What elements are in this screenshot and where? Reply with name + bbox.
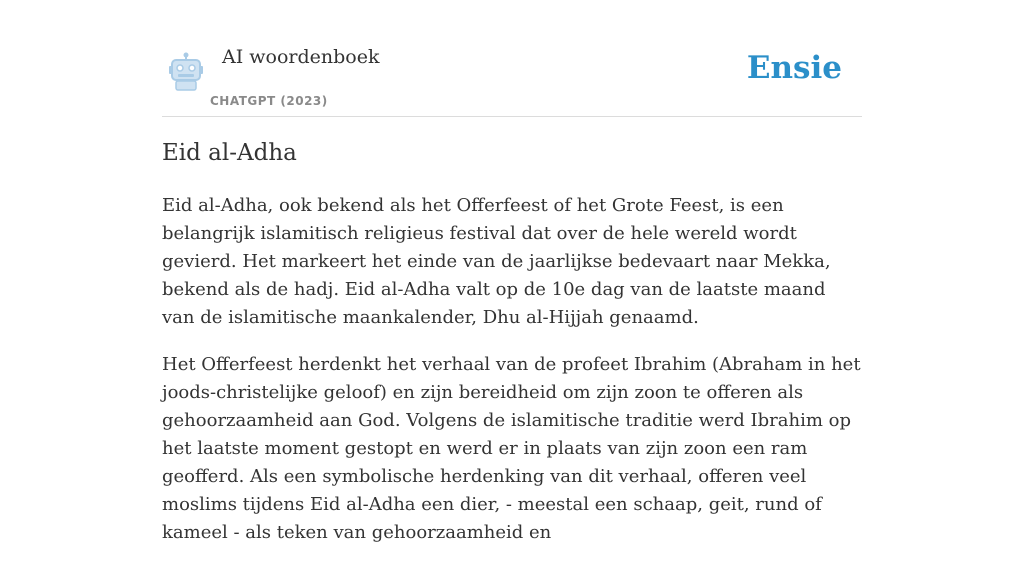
entry-paragraph: Het Offerfeest herdenkt het verhaal van de profeet Ibrahim (Abraham in het joods-christelijke geloof) en zijn bereidheid om zijn zoon te offeren als gehoorzaamheid aan God. Volgens de islamitische traditie werd Ibrahim op het laatste moment gestopt en werd er in plaats van zijn zoon een ram geofferd. Als een symbolische herdenking van dit verhaal, offeren veel moslims tijdens Eid al-Adha een dier, - meestal een schaap, geit, rund of kameel - als teken van gehoorzaamheid en <box>162 354 861 543</box>
page <box>162 0 862 543</box>
robot-icon <box>166 52 206 92</box>
entry-content <box>162 192 862 566</box>
entry-paragraph: Eid al-Adha, ook bekend als het Offerfeest of het Grote Feest, is een belangrijk islamitisch religieus festival dat over de hele wereld wordt gevierd. Het markeert het einde van de jaarlijkse bedevaart naar Mekka, bekend als de hadj. Eid al-Adha valt op de 10e dag van de laatste maand van de islamitische maankalender, Dhu al-Hijjah genaamd. <box>162 195 831 328</box>
header <box>162 0 862 117</box>
dictionary-source: CHATGPT (2023) <box>210 94 328 108</box>
entry-title: Eid al-Adha <box>162 140 297 166</box>
dictionary-title[interactable]: AI woordenboek <box>222 46 380 68</box>
ensie-logo[interactable]: Ensie <box>746 50 842 86</box>
